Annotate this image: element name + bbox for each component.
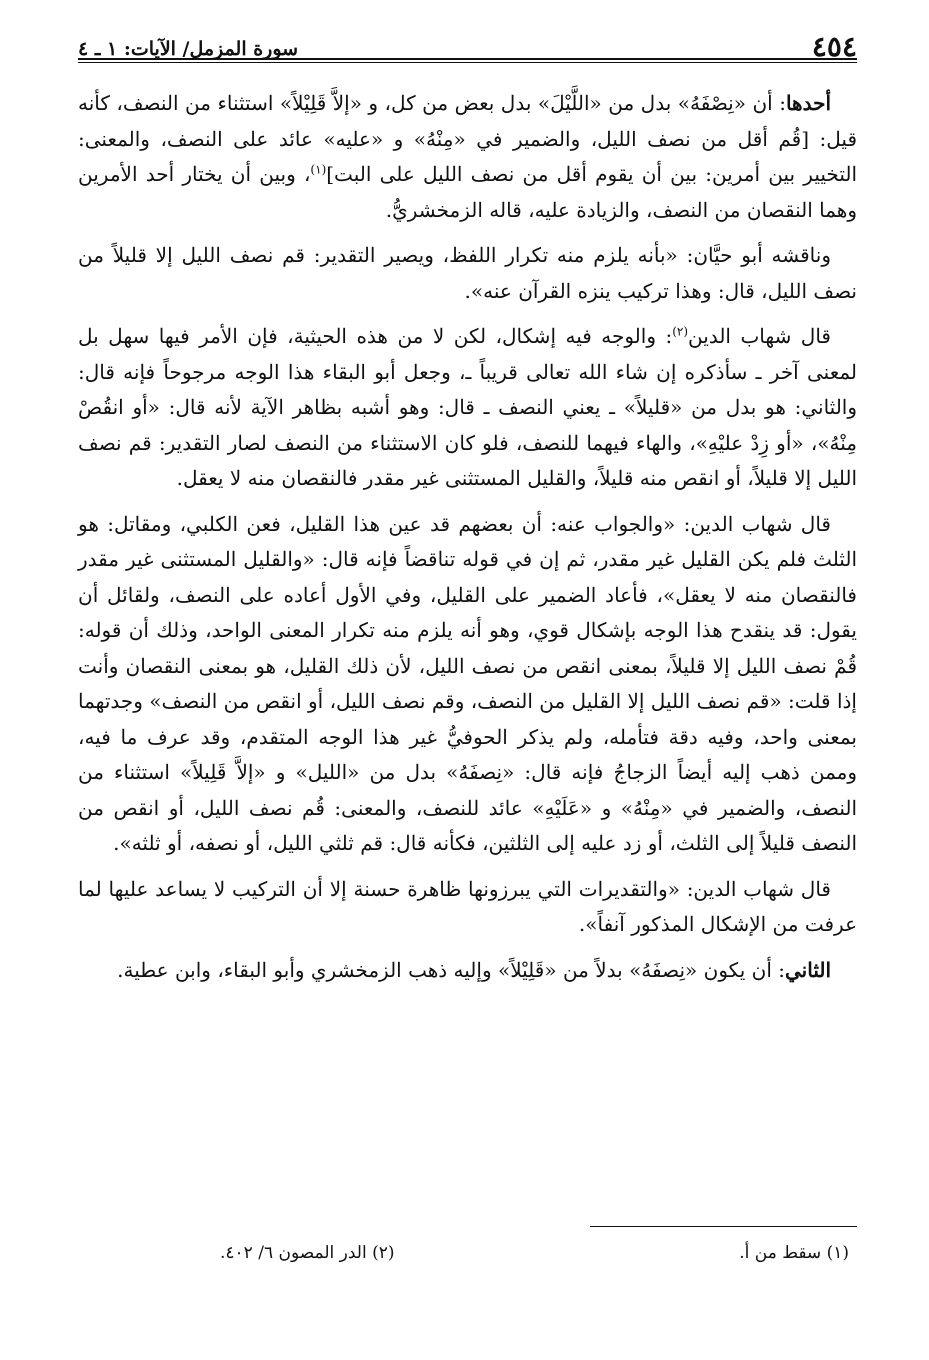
page-header xyxy=(78,22,857,62)
paragraph-tail: ، وبين أن يختار أحد الأمرين وهما النقصان من النصف، والزيادة عليه، قاله الزمخشريُّ. xyxy=(78,162,857,222)
paragraph-text: وناقشه أبو حيَّان: «بأنه يلزم منه تكرار اللفظ، ويصير التقدير: قم نصف الليل إلا قليلاً من نصف الليل، قال: وهذا تركيب ينزه القرآن عنه». xyxy=(78,243,857,303)
paragraph-3 xyxy=(78,319,857,497)
paragraph-text: قال شهاب الدين xyxy=(688,324,831,348)
paragraph-4 xyxy=(78,507,857,862)
paragraph-text: : أن يكون «نِصفَهُ» بدلاً من «قَلِيْلاً» وإليه ذهب الزمخشري وأبو البقاء، وابن عطية. xyxy=(117,957,785,982)
footnote-rule xyxy=(590,1226,857,1227)
header-rule xyxy=(78,58,857,60)
paragraph-lead: الثاني xyxy=(784,957,831,982)
paragraph-text: قال شهاب الدين: «والجواب عنه: أن بعضهم قد عين هذا القليل، فعن الكلبي، ومقاتل: هو الثلث فلم يكن القليل غير مقدر، ثم إن في قوله تناقضاً فإنه قال: «والقليل المستثنى غير مقدر فالنقصان منه لا يعقل»، فأعاد الضمير على القليل، وفي الأول أعاده على النصف، ولقائل أن يقول: قد ينقدح هذا الوجه بإشكال قوي، وهو أنه يلزم منه تكرار المعنى الواحد، وذلك أن قوله: قُمْ نصف الليل إلا قليلاً، بمعنى انقص من نصف الليل، لأن ذلك القليل، هو بمعنى النقصان وأنت إذا قلت: «قم نصف الليل إلا القليل من النصف، وقم نصف الليل، أو انقص من النصف» وجدتهما بمعنى واحد، وفيه دقة فتأمله، ولم يذكر الحوفيُّ غير هذا الوجه المتقدم، وقد عرف ما فيه، وممن ذهب إليه أيضاً الزجاجُ فإنه قال: «نِصفَهُ» بدل من «الليل» و «إلاَّ قَلِيلاً» استثناء من النصف، والضمير في «مِنْهُ» و «عَلَيْهِ» عائد للنصف، والمعنى: قُم نصف الليل، أو انقص من النصف قليلاً إلى الثلث، أو زد عليه إلى الثلثين، فكأنه قال: قم ثلثي الليل، أو نصفه، أو ثلثه». xyxy=(77,511,858,855)
paragraph-text: : أن «نِصْفَهُ» بدل من «اللَّيْلَ» بدل بعض من كل، و «إلاَّ قَلِيْلاً» استثناء من النصف، كأنه قيل: [قُم أقل من نصف الليل، والضمير في «مِنْهُ» و «عليه» عائد على النصف، والمعنى: التخيير بين أمرين: بين أن يقوم أقل من نصف الليل على البت] xyxy=(78,91,857,186)
footnote-ref-1: (١) xyxy=(310,162,327,177)
footnote-2: (٢) الدر المصون ٦/ ٤٠٢. xyxy=(220,1243,395,1263)
paragraph-tail: : والوجه فيه إشكال، لكن لا من هذه الحيثية، فإن الأمر فيها سهل بل لمعنى آخر ـ سأذكره إن شاء الله تعالى قريباً ـ، وجعل أبو البقاء هذا الوجه مرجوحاً فإنه قال: والثاني: هو بدل من «قليلاً» ـ يعني النصف ـ قال: وهو أشبه بظاهر الآية لأنه قال: «أو انقُصْ مِنْهُ»، «أو زِدْ عليْهِ»، والهاء فيهما للنصف، فلو كان الاستثناء من النصف لصار التقدير: قم نصف الليل إلا قليلاً، أو انقص منه قليلاً، والقليل المستثنى غير مقدر فالنقصان منه لا يعقل. xyxy=(78,324,858,490)
footnotes xyxy=(220,1240,849,1270)
paragraph-6 xyxy=(78,953,857,989)
paragraph-1 xyxy=(78,86,857,228)
footnote-1: (١) سقط من أ. xyxy=(739,1243,849,1263)
paragraph-text: قال شهاب الدين: «والتقديرات التي يبرزونها ظاهرة حسنة إلا أن التركيب لا يساعد عليها لما عرفت من الإشكال المذكور آنفاً». xyxy=(78,876,857,936)
paragraph-5 xyxy=(78,872,857,943)
running-title: سورة المزمل/ الآيات: ١ ـ ٤ xyxy=(78,38,299,60)
main-text xyxy=(78,86,857,998)
header-rule-thin xyxy=(78,62,857,63)
footnote-ref-2: (٢) xyxy=(672,324,689,339)
paragraph-2 xyxy=(78,238,857,309)
paragraph-lead: أحدها xyxy=(785,91,831,115)
page-number: ٤٥٤ xyxy=(811,30,857,63)
